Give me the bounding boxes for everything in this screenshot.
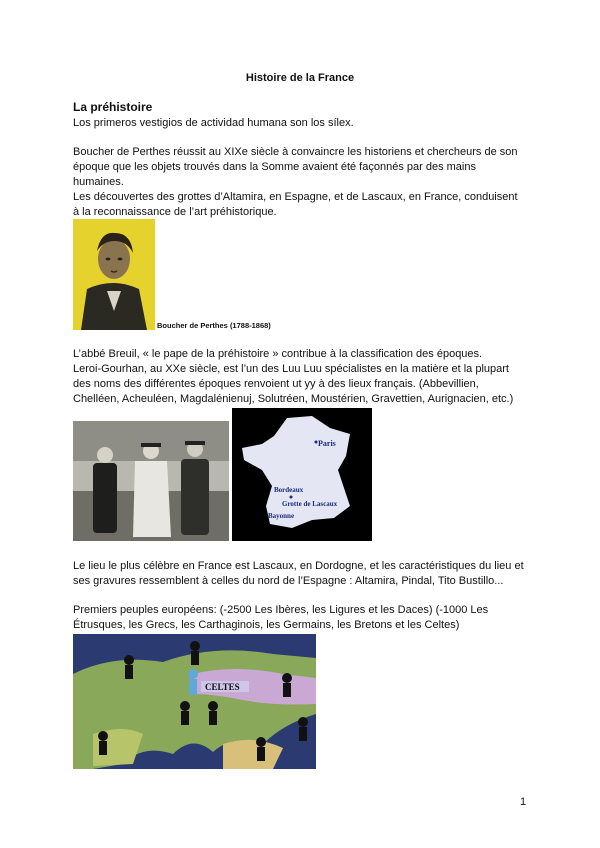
paragraph-breuil-line-1: L’abbé Breuil, « le pape de la préhistoire » contribue à la classification des époques.	[73, 348, 483, 360]
map-label-grotte-de-lascaux: Grotte de Lascaux	[282, 500, 338, 508]
portrait-boucher-de-perthes-image	[73, 219, 155, 330]
paragraph-boucher-line-1: Boucher de Perthes réussit au XIXe siècle à convaincre les historiens et chercheurs de son	[73, 146, 518, 158]
page-number: 1	[520, 796, 527, 808]
france-map-image	[232, 408, 372, 541]
paragraph-boucher-line-2: époque que les objets trouvés dans la Somme avaient été façonnés par des mains	[73, 161, 476, 173]
document-title: Histoire de la France	[245, 72, 355, 84]
portrait-caption: Boucher de Perthes (1788-1868)	[157, 321, 271, 330]
paragraph-grottes-line-2: à la reconnaissance de l’art préhistorique.	[73, 206, 277, 218]
europe-peoples-map-image	[73, 634, 316, 769]
paragraph-lascaux-line-1: Le lieu le plus célèbre en France est Lascaux, en Dordogne, et les caractéristiques du lieu et	[73, 560, 524, 572]
map-label-paris: Paris	[318, 439, 336, 448]
paragraph-boucher-line-3: humaines.	[73, 176, 124, 188]
paragraph-lascaux-line-2: ses gravures ressemblent à celles du nord de l’Espagne : Altamira, Pindal, Tito Bustillo...	[73, 575, 504, 587]
paragraph-grottes-line-1: Les découvertes des grottes d’Altamira, en Espagne, et de Lascaux, en France, conduisent	[73, 191, 518, 203]
paragraph-breuil-line-3: des noms des différentes époques renvoient ut yy à des lieux français. (Abbevillien,	[73, 378, 479, 390]
paragraph-breuil-line-4: Chelléen, Acheuléen, Magdalénienuj, Solutréen, Moustérien, Gravettien, Aurignacien, etc.)	[73, 393, 514, 405]
three-men-photo	[73, 421, 229, 541]
paragraph-peuples-line-1: Premiers peuples européens: (-2500 Les Ibères, les Ligures et les Daces) (-1000 Les	[73, 604, 489, 616]
paragraph-peuples-line-2: Étrusques, les Grecs, les Carthaginois, les Germains, les Bretons et les Celtes)	[73, 619, 460, 631]
section-heading: La préhistoire	[73, 100, 153, 114]
paragraph-intro: Los primeros vestigios de actividad humana son los sílex.	[73, 117, 354, 129]
map-label-celtes: CELTES	[205, 682, 240, 692]
map-label-bayonne: Bayonne	[268, 512, 295, 520]
paragraph-breuil-line-2: Leroi-Gourhan, au XXe siècle, est l’un des Luu Luu spécialistes en la matière et la plupart	[73, 363, 509, 375]
map-label-bordeaux: Bordeaux	[274, 486, 304, 494]
